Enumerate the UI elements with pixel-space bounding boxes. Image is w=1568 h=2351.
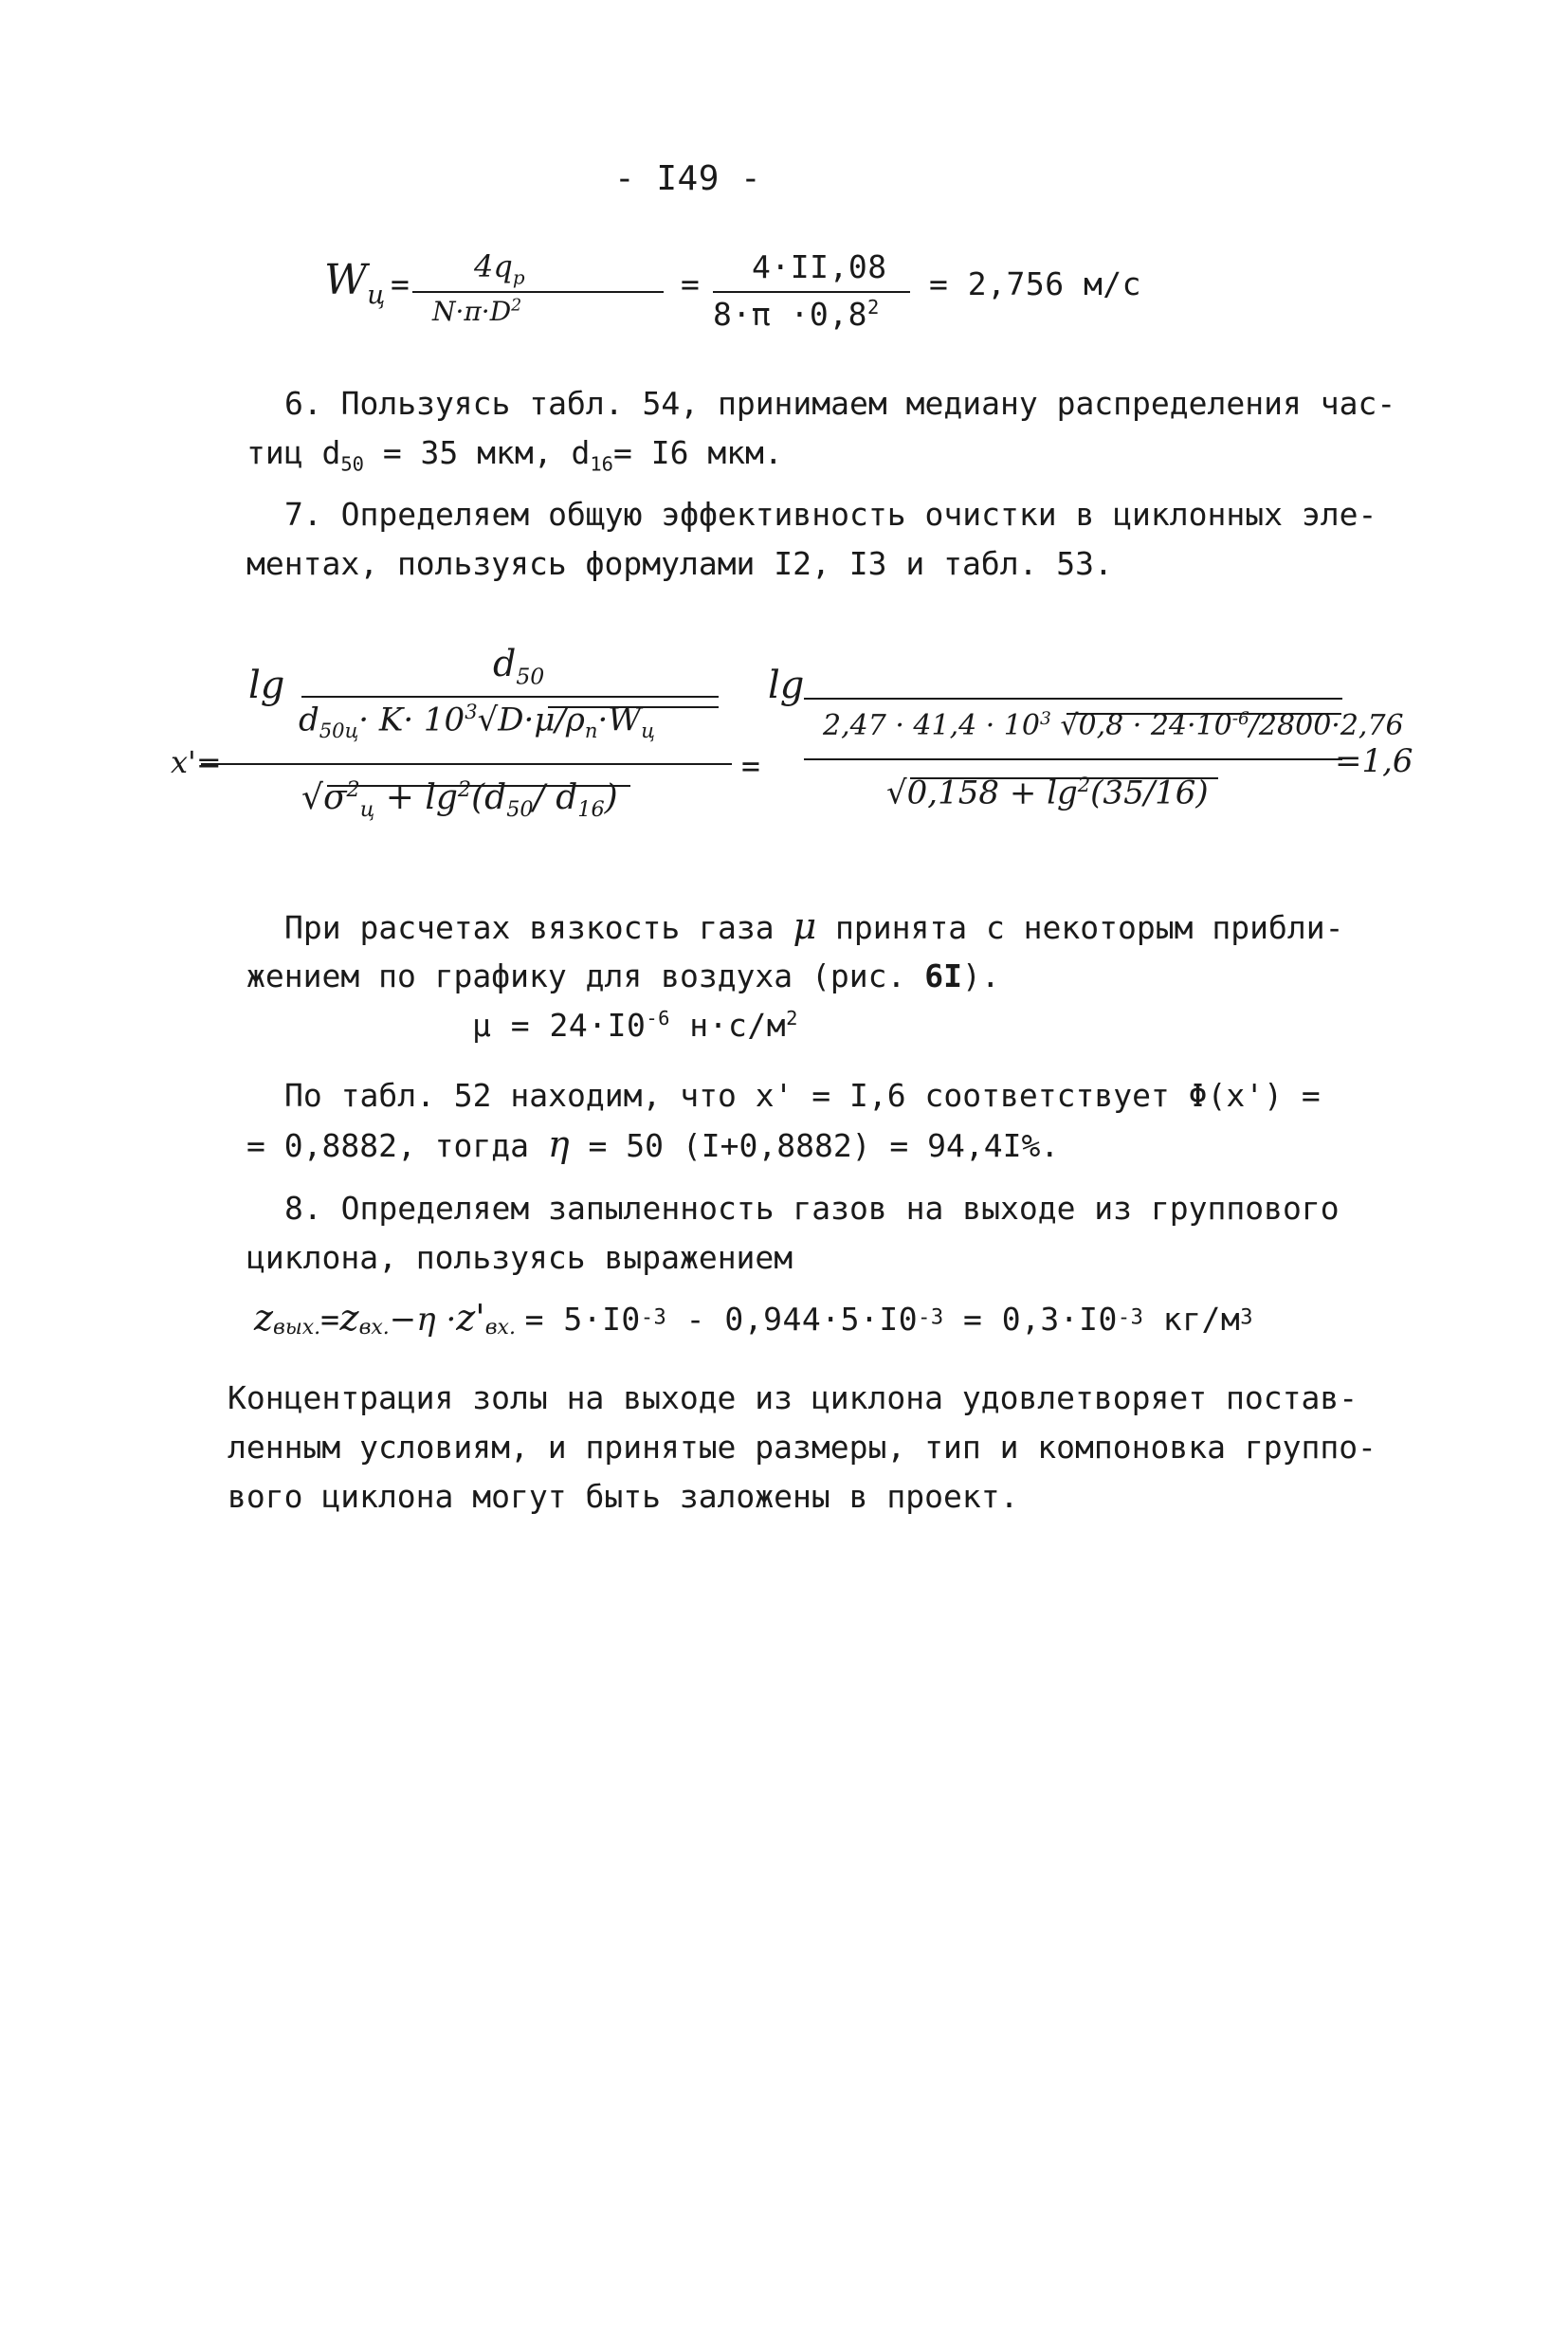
formula-x-lhs: x'= (171, 744, 222, 780)
item-6-line-2: тиц $d_{50} = 35$ мкм, $d_{16}= I6$ мкм. (246, 434, 783, 476)
item-8-line-1: 8. Определяем запыленность газов на выходе из группового (284, 1190, 1340, 1227)
formula-z: $z_{вых.}=z_{вх.}-\eta \cdot z'_{вх.} = 5\cdot I0^{-3} - 0,944\cdot 5\cdot I0^{-3} = 0,3\cdot I0^{-3}$ $кг/м^3$ (254, 1297, 1253, 1340)
item-8-line-2: циклона, пользуясь выражением (246, 1239, 793, 1276)
formula-x-right-fraction-line (804, 758, 1342, 760)
conclusion-line-3: вого циклона могут быть заложены в проект. (228, 1478, 1019, 1515)
formula-w-lhs: $W_ц$ (324, 256, 386, 310)
formula-w-num1: $4q_р$ (474, 248, 525, 289)
item-6 (284, 377, 1422, 429)
formula-x-bottom: $√\sigma^2_ц + \lg^2(d_{50}/$ $d_{16}$) (301, 777, 618, 823)
formula-x-result: =1,6 (1335, 742, 1413, 780)
page-number: - I49 - (614, 159, 762, 198)
formula-w-num2: 4·II,08 (752, 248, 887, 285)
formula-x-num-top: $d_{50}$ (493, 643, 545, 690)
table52-line-2: = 0,8882, тогда η = 50 (I+0,8882) = 94,4I%. (246, 1123, 1060, 1165)
item-7-line-2: ментах, пользуясь формулами I2, I3 и табл. 53. (246, 545, 1113, 582)
formula-x-right-bottom-sqrt-bar (910, 777, 1218, 779)
formula-w-result: = 2,756 м/с (929, 265, 1142, 302)
formula-x-den-sqrt-bar (548, 706, 719, 708)
formula-x-bottom-sqrt-bar (327, 785, 630, 787)
conclusion-line-2: ленным условиям, и принятые размеры, тип и компоновка группо- (228, 1429, 1377, 1466)
formula-x-eq: = (741, 747, 761, 784)
formula-x-right-fraction-line-top (804, 698, 1342, 700)
viscosity-formula: $\mu = 24\cdot I0^{-6}$ $н\cdot с/м^2$ (472, 1007, 798, 1044)
formula-x-right-top-sqrt-bar (1067, 713, 1341, 715)
formula-w-fraction-line-1 (412, 291, 664, 293)
formula-w-den1: $N\cdot\pi\cdot D^2$ (432, 296, 522, 327)
formula-x-lg-2: lg (768, 664, 805, 707)
formula-x-right-bottom: $√0,158 + \lg^2(35/16)$ (886, 773, 1209, 812)
formula-x-den: $d_{50ц}\cdot K\cdot 10^3√D\cdot\mu/\rho_п\cdot W_ц$ (299, 700, 655, 743)
item-6-line-1: 6. Пользуясь табл. 54, принимаем медиану распределения час- (284, 385, 1396, 422)
conclusion-line-1: Концентрация золы на выходе из циклона удовлетворяет постав- (228, 1379, 1358, 1416)
formula-w-eq1: = (391, 265, 410, 302)
formula-w-fraction-line-2 (713, 291, 910, 293)
formula-w-eq2: = (681, 265, 701, 302)
formula-x-main-fraction-line (201, 763, 732, 765)
formula-x-inner-fraction-line (301, 696, 719, 698)
formula-w-den2: $8\cdot\pi \cdot 0,8^2$ (713, 296, 880, 333)
formula-x-right-top: $2,47 \cdot 41,4 \cdot 10^3$ $√0,8 \cdot 24\cdot 10^{-6}/2800\cdot 2,76$ (823, 709, 1404, 742)
item-7-line-1: 7. Определяем общую эффективность очистки в циклонных эле- (284, 496, 1377, 533)
table52-line-1: По табл. 52 находим, что x' = I,6 соответствует Φ(x') = (284, 1077, 1321, 1114)
viscosity-line-1: При расчетах вязкость газа μ принята с некоторым прибли- (284, 905, 1344, 947)
formula-x-lg-1: lg (248, 664, 285, 707)
viscosity-line-2: жением по графику для воздуха (рис. 6I). (246, 957, 1000, 994)
